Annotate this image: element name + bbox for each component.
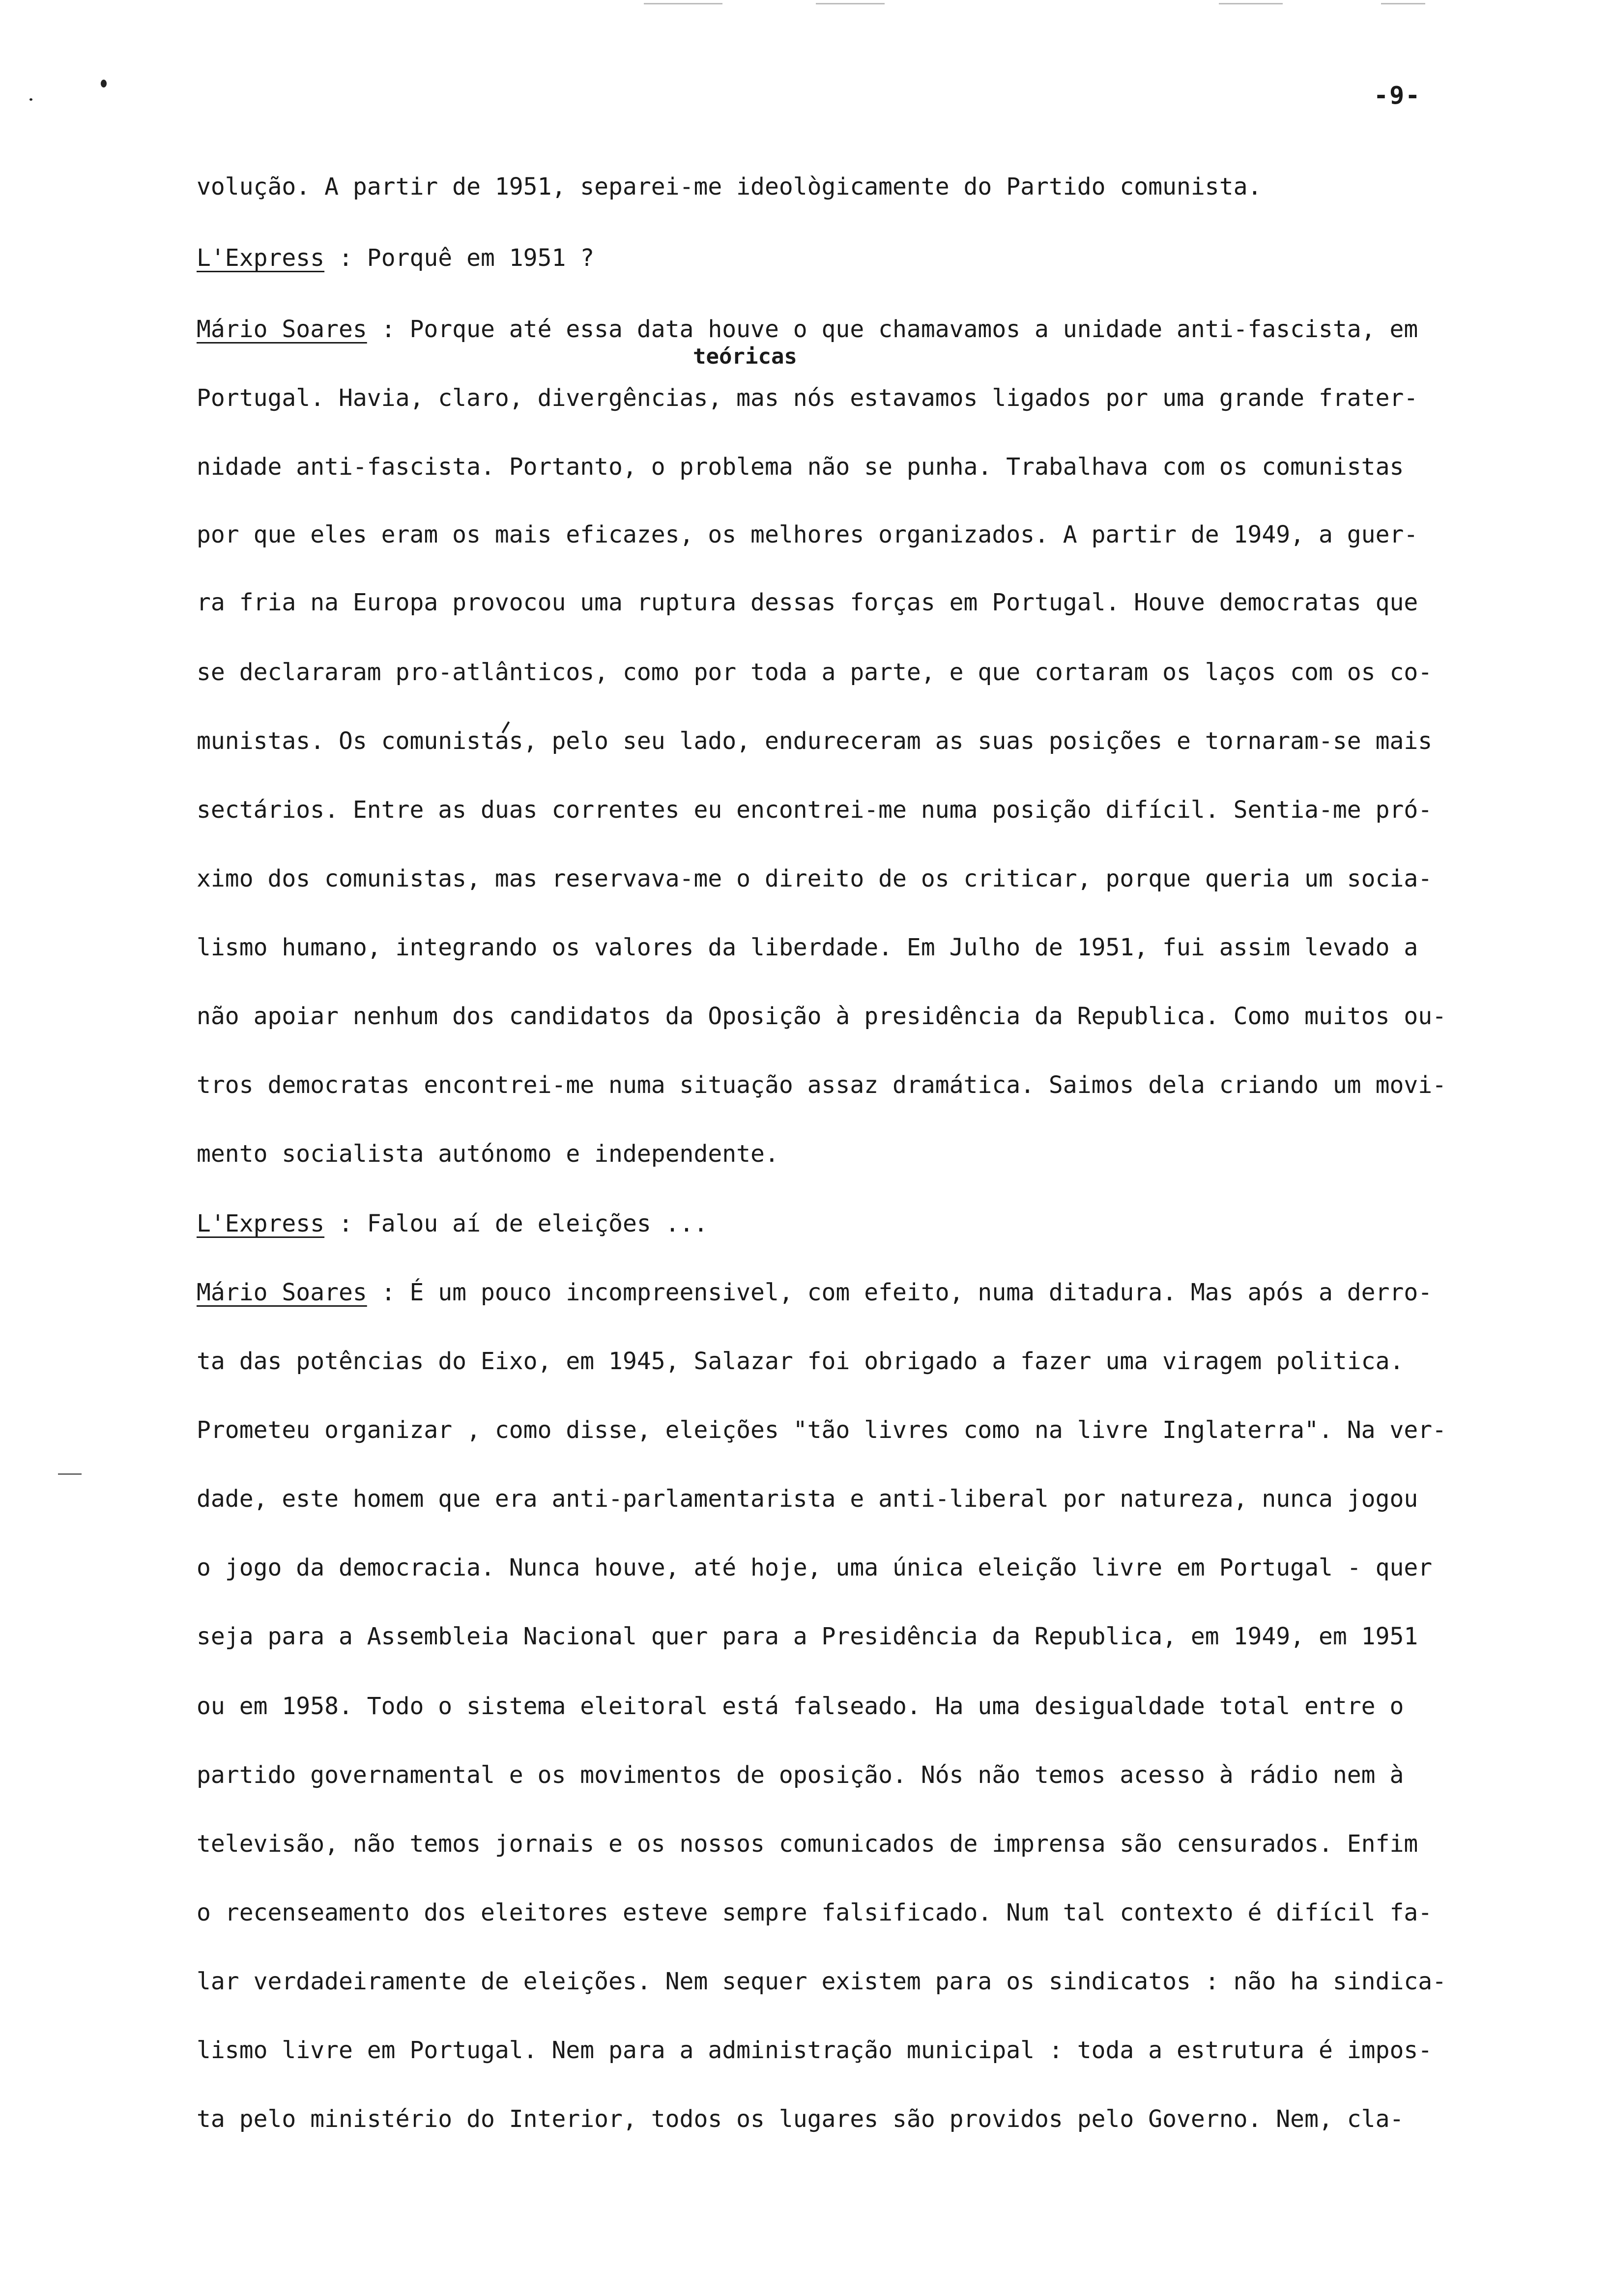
text-line: [197, 452, 1404, 482]
text-line: [197, 1967, 1446, 1996]
speaker-label: L'Express: [197, 244, 325, 272]
text-line: [197, 1760, 1404, 1790]
line-text: volução. A partir de 1951, separei-me ideològicamente do Partido comunista.: [197, 173, 1262, 201]
line-text: ta das potências do Eixo, em 1945, Salazar foi obrigado a fazer uma viragem politica.: [197, 1348, 1404, 1375]
line-text: partido governamental e os movimentos de oposição. Nós não temos acesso à rádio nem à: [197, 1761, 1404, 1789]
speaker-label: Mário Soares: [197, 316, 367, 343]
line-text: seja para a Assembleia Nacional quer para a Presidência da Republica, em 1949, em 1951: [197, 1623, 1418, 1650]
line-text: dade, este homem que era anti-parlamentarista e anti-liberal por natureza, nunca jogou: [197, 1485, 1418, 1513]
text-line: [197, 383, 1418, 413]
line-text: sectários. Entre as duas correntes eu encontrei-me numa posição difícil. Sentia-me pró-: [197, 796, 1433, 824]
line-text: não apoiar nenhum dos candidatos da Oposição à presidência da Republica. Como muitos ou-: [197, 1003, 1447, 1030]
text-line: [197, 1209, 708, 1238]
scan-edge-mark: [816, 3, 885, 4]
text-line: [197, 588, 1418, 617]
text-line: [197, 2104, 1404, 2134]
margin-mark: [58, 1473, 82, 1475]
line-text: por que eles eram os mais eficazes, os melhores organizados. A partir de 1949, a guer-: [197, 521, 1418, 548]
text-line: [197, 315, 1418, 344]
text-line: [197, 1898, 1432, 1927]
scan-edge-mark: [1381, 3, 1425, 4]
text-line: [197, 1415, 1446, 1445]
line-text: : Falou aí de eleições ...: [324, 1210, 708, 1237]
speaker-label: L'Express: [197, 1210, 325, 1237]
line-text: ximo dos comunistas, mas reservava-me o direito de os criticar, porque queria um socia-: [197, 865, 1433, 892]
line-text: Prometeu organizar , como disse, eleições "tão livres como na livre Inglaterra". Na ver-: [197, 1416, 1447, 1444]
line-text: munistas. Os comunistas, pelo seu lado, endureceram as suas posições e tornaram-se mais: [197, 727, 1433, 755]
line-text: o jogo da democracia. Nunca houve, até hoje, uma única eleição livre em Portugal - quer: [197, 1554, 1433, 1581]
text-line: [197, 1070, 1446, 1100]
speaker-label: Mário Soares: [197, 1279, 367, 1306]
text-line: [197, 1484, 1418, 1514]
text-line: [197, 1002, 1446, 1031]
line-text: se declararam pro-atlânticos, como por toda a parte, e que cortaram os laços com os co-: [197, 659, 1433, 686]
line-text: ou em 1958. Todo o sistema eleitoral está falseado. Ha uma desigualdade total entre o: [197, 1693, 1404, 1720]
text-line: [197, 658, 1432, 687]
text-line: [197, 520, 1418, 549]
line-text: : Porque até essa data houve o que chamavamos a unidade anti-fascista, em: [367, 316, 1418, 343]
text-line: [197, 1692, 1404, 1721]
line-text: ta pelo ministério do Interior, todos os lugares são providos pelo Governo. Nem, cla-: [197, 2105, 1404, 2133]
line-text: : É um pouco incompreensivel, com efeito, numa ditadura. Mas após a derro-: [367, 1279, 1433, 1306]
line-text: o recenseamento dos eleitores esteve sempre falsificado. Num tal contexto é difícil fa-: [197, 1899, 1433, 1926]
text-line: [197, 2036, 1432, 2065]
line-text: : Porquê em 1951 ?: [324, 244, 595, 272]
line-text: lar verdadeiramente de eleições. Nem sequer existem para os sindicatos : não ha sindica-: [197, 1968, 1447, 1995]
line-text: Portugal. Havia, claro, divergências, mas nós estavamos ligados por uma grande frater-: [197, 384, 1418, 412]
line-text: lismo livre em Portugal. Nem para a administração municipal : toda a estrutura é impos-: [197, 2037, 1433, 2064]
text-line: [197, 172, 1262, 201]
line-text: lismo humano, integrando os valores da liberdade. Em Julho de 1951, fui assim levado a: [197, 934, 1418, 961]
text-line: [197, 1622, 1418, 1651]
line-text: ra fria na Europa provocou uma ruptura dessas forças em Portugal. Houve democratas que: [197, 589, 1418, 616]
line-text: mento socialista autónomo e independente.: [197, 1140, 779, 1168]
page-number: -9-: [1374, 81, 1421, 110]
text-line: [197, 243, 594, 273]
text-line: [197, 726, 1432, 756]
scan-edge-mark: [644, 3, 722, 4]
text-line: [197, 864, 1432, 893]
text-line: [197, 1347, 1404, 1376]
text-line: [197, 1553, 1432, 1582]
line-text: tros democratas encontrei-me numa situação assaz dramática. Saimos dela criando um movi-: [197, 1071, 1447, 1099]
text-line: [197, 1829, 1418, 1859]
line-text: nidade anti-fascista. Portanto, o problema não se punha. Trabalhava com os comunistas: [197, 453, 1404, 481]
line-text: televisão, não temos jornais e os nossos comunicados de imprensa são censurados. Enfim: [197, 1830, 1418, 1858]
punch-hole-mark: [101, 80, 107, 87]
text-line: [197, 933, 1418, 962]
text-line: [197, 795, 1432, 825]
scan-speck: [29, 98, 32, 101]
scan-edge-mark: [1219, 3, 1283, 4]
text-line: [197, 1139, 779, 1169]
text-line: [197, 1278, 1432, 1307]
interlinear-insertion: teóricas: [693, 344, 797, 369]
